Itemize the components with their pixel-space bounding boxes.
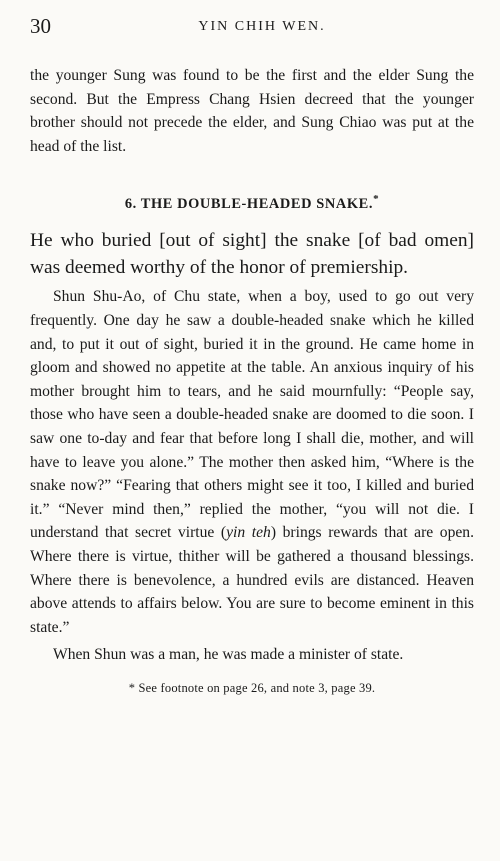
footnote-text: See footnote on page 26, and note 3, page 39.	[138, 680, 376, 695]
running-head: YIN CHIH WEN.	[198, 19, 326, 34]
story-paragraph	[30, 285, 474, 639]
footnote-marker: *	[373, 193, 380, 206]
footnote-marker-bottom: *	[128, 680, 136, 695]
story-text-part1: Shun Shu-Ao, of Chu state, when a boy, used to go out very frequently. One day he saw a double-headed snake which he killed and, to put it out of sight, buried it in the ground. He came home in gloom and showed no appetite at the table. An anxious inquiry of his mother brought him to tears, and he said mournfully: “People say, those who have seen a double-headed snake are doomed to die soon. I saw one to-day and fear that before long I shall die, mother, and will have to leave you alone.” The mother then asked him, “Where is the snake now?” “Fearing that others might see it too, I killed and buried it.” “Never mind then,” replied the mother, “you will not die. I understand that secret virtue (	[30, 288, 474, 542]
footnote	[30, 681, 474, 696]
page-number: 30	[30, 14, 51, 38]
story-text-part2: ) brings rewards that are open. Where there is virtue, thither will be gathered a thousand blessings. Where there is benevolence, a hundred evils are distanced. Heaven above attends to affairs below. You are sure to become eminent in this state.”	[30, 524, 475, 636]
intro-paragraph: the younger Sung was found to be the first and the elder Sung the second. But the Empress Chang Hsien decreed that the younger brother should not precede the elder, and Sung Chiao was put at the head of the list.	[30, 67, 474, 155]
section-heading	[30, 193, 474, 215]
section-heading-text: 6. THE DOUBLE-HEADED SNAKE.	[124, 196, 374, 213]
maxim: He who buried [out of sight] the snake [of bad omen] was deemed worthy of the honor of premiership.	[30, 230, 474, 279]
story-term: yin teh	[226, 524, 271, 542]
closing-paragraph: When Shun was a man, he was made a minister of state.	[53, 646, 404, 664]
page-header	[30, 0, 474, 40]
